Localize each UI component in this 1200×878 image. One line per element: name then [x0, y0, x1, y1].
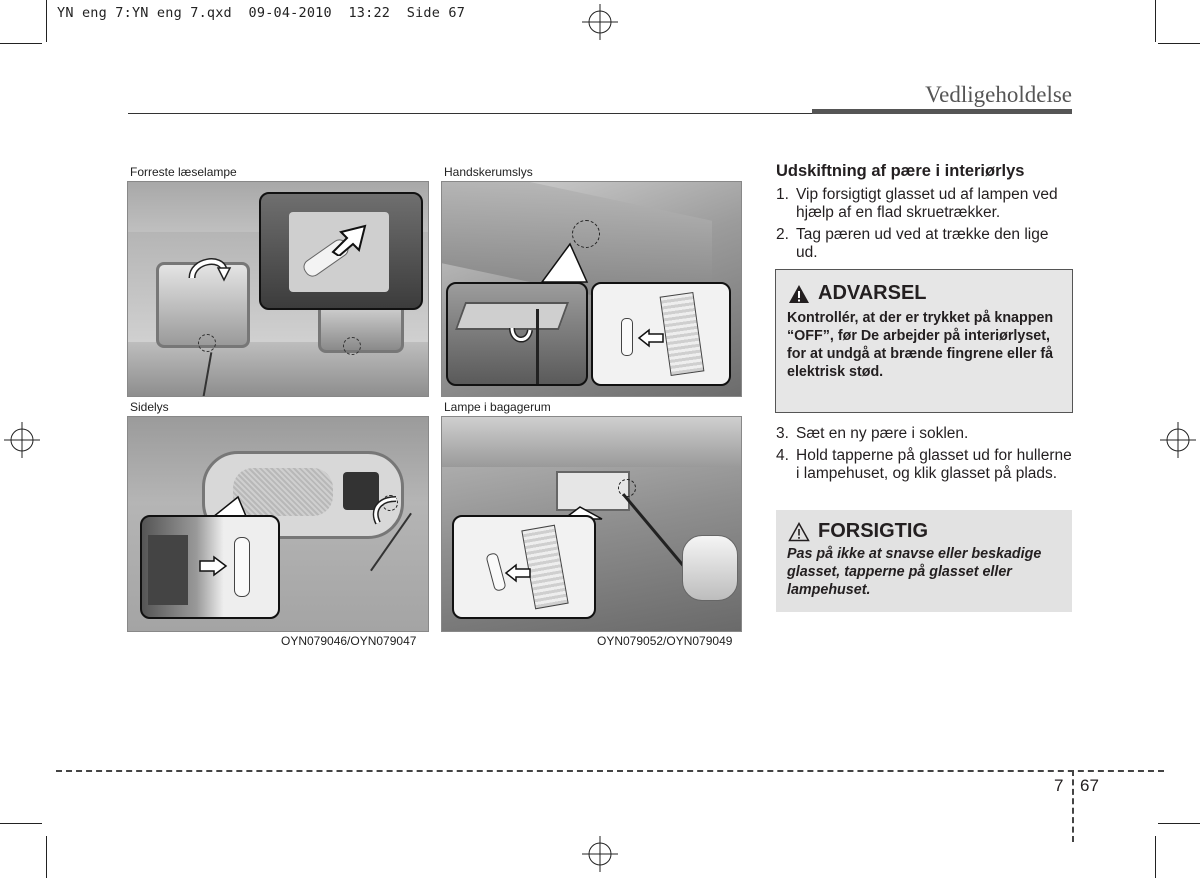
warning-body: Kontrollér, at der er trykket på knappen “OFF”, før De arbejder på interiørlyset, for at undgå at brænde fingrene eller få elektrisk stød.	[787, 310, 1054, 380]
crop-mark	[1158, 43, 1200, 44]
inset-side-bulb	[140, 515, 280, 619]
arrow-right-icon	[198, 555, 228, 577]
warning-title-row	[788, 282, 927, 305]
inset-bulb-closeup	[259, 192, 423, 310]
caution-title-row	[788, 520, 928, 543]
rotate-arrow-icon	[188, 252, 232, 282]
crop-mark	[0, 823, 42, 824]
lamp-socket	[148, 535, 188, 605]
crop-mark	[46, 0, 47, 42]
header-bar	[812, 109, 1072, 114]
screwdriver	[536, 309, 539, 386]
warning-filled-triangle-icon	[788, 284, 810, 304]
figure-glovebox-lamp	[441, 181, 742, 397]
step-number: 4.	[776, 447, 789, 464]
step-number: 1.	[776, 186, 789, 203]
panel-label-glovebox-lamp: Handskerumslys	[444, 165, 533, 179]
step-text: Tag pæren ud ved at trække den lige ud.	[796, 226, 1049, 261]
step-item	[776, 226, 1074, 262]
crop-mark	[0, 43, 42, 44]
pull-arrow-icon	[331, 222, 371, 256]
registration-mark-icon	[1160, 422, 1196, 458]
caution-body: Pas på ikke at snavse eller beskadige glasset, tapperne på glasset eller lampehuset.	[787, 546, 1042, 598]
crop-mark	[46, 836, 47, 878]
arrow-left-icon	[637, 328, 665, 348]
crop-mark	[1155, 836, 1156, 878]
arrow-left-icon	[504, 563, 532, 583]
figure-caption-right: OYN079052/OYN079049	[597, 634, 733, 648]
step-text: Hold tapperne på glasset ud for hullerne i lampehuset, og klik glasset på plads.	[796, 447, 1072, 482]
figure-front-reading-lamp	[127, 181, 429, 397]
inset-lens-pry	[446, 282, 588, 386]
caution-title: FORSIGTIG	[818, 520, 928, 542]
file-slug: YN eng 7:YN eng 7.qxd 09-04-2010 13:22 Side 67	[57, 5, 466, 21]
chapter-number: 7	[1054, 776, 1064, 795]
panel-label-front-lamp: Forreste læselampe	[130, 165, 237, 179]
footer-dashed-rule	[56, 770, 1164, 772]
panel-label-side-lamp: Sidelys	[130, 400, 169, 414]
crop-mark	[1158, 823, 1200, 824]
registration-mark-icon	[582, 4, 618, 40]
warning-title: ADVARSEL	[818, 282, 927, 304]
caution-outline-triangle-icon	[788, 522, 810, 542]
steps-list-b	[776, 425, 1074, 487]
procedure-heading: Udskiftning af pære i interiørlys	[776, 162, 1025, 180]
crop-mark	[1155, 0, 1156, 42]
figure-caption-left: OYN079046/OYN079047	[281, 634, 417, 648]
rotate-arrow-icon	[508, 322, 536, 348]
figure-trunk-lamp	[441, 416, 742, 632]
step-item	[776, 447, 1074, 483]
page-number: 67	[1080, 776, 1099, 795]
warning-box	[775, 269, 1073, 413]
step-number: 3.	[776, 425, 789, 442]
step-item	[776, 186, 1074, 222]
registration-mark-icon	[4, 422, 40, 458]
step-number: 2.	[776, 226, 789, 243]
registration-mark-icon	[582, 836, 618, 872]
screwdriver	[202, 352, 213, 397]
step-text: Sæt en ny pære i soklen.	[796, 425, 969, 442]
section-title: Vedligeholdelse	[925, 82, 1072, 107]
caution-box	[776, 510, 1072, 612]
steps-list-a	[776, 186, 1074, 266]
bulb	[621, 318, 633, 356]
step-text: Vip forsigtigt glasset ud af lampen ved hjælp af en flad skruetrækker.	[796, 186, 1058, 221]
inset-bulb-removal	[591, 282, 731, 386]
footer-dashed-divider	[1072, 770, 1074, 842]
step-item	[776, 425, 1074, 443]
bulb	[234, 537, 250, 597]
lamp-housing	[660, 292, 705, 376]
pry-point-marker	[198, 334, 216, 352]
figure-side-lamp	[127, 416, 429, 632]
inset-trunk-bulb	[452, 515, 596, 619]
pry-point-marker	[343, 337, 361, 355]
panel-label-trunk-lamp: Lampe i bagagerum	[444, 400, 551, 414]
